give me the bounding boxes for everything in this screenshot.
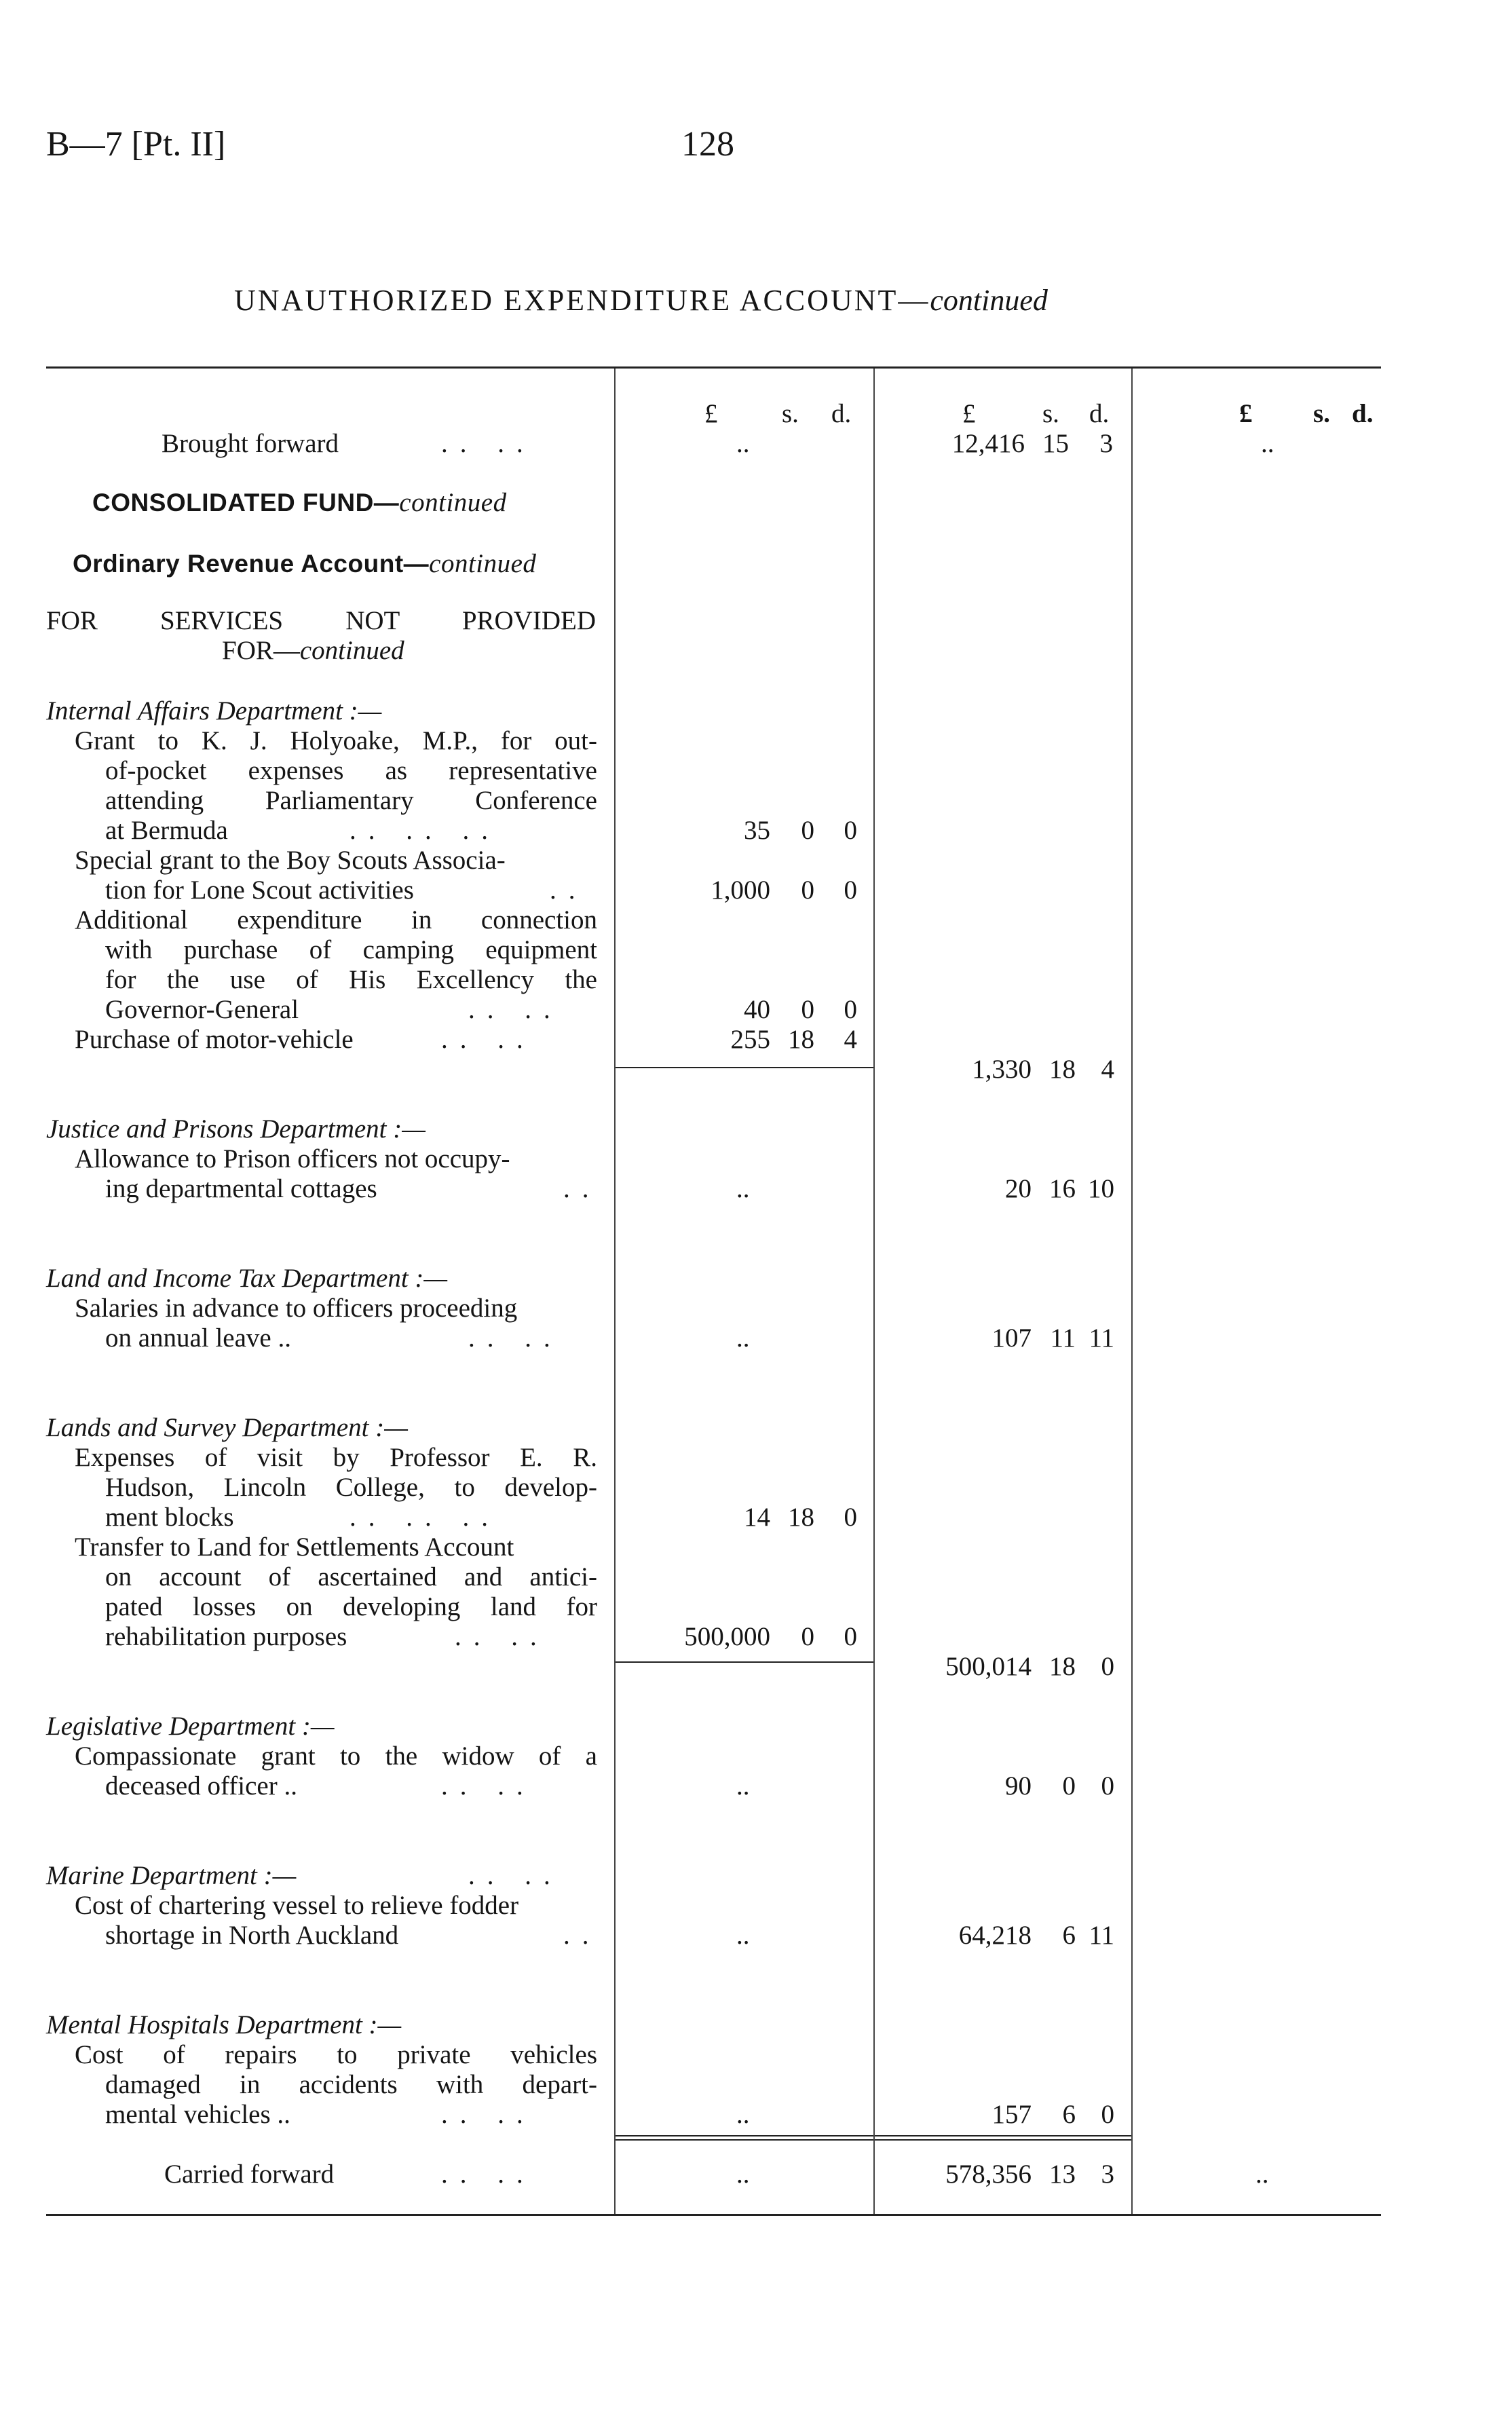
mental-hospitals-total-pence: 0 <box>1101 2100 1114 2129</box>
lands-survey-item2-line4: rehabilitation purposes <box>105 1622 347 1651</box>
internal-affairs-total-pence: 4 <box>1101 1055 1114 1084</box>
internal-affairs-item3-pence: 0 <box>844 995 857 1024</box>
lands-survey-item1-shillings: 18 <box>788 1503 814 1532</box>
brought-forward-col1: .. <box>736 429 750 458</box>
col3-s-header: s. <box>1313 399 1330 428</box>
internal-affairs-item3-shillings: 0 <box>801 995 814 1024</box>
marine-dots: .. <box>563 1921 601 1950</box>
lands-survey-item1-line2: Hudson, Lincoln College, to develop- <box>105 1473 597 1502</box>
lands-survey-title: Lands and Survey Department :— <box>46 1413 408 1442</box>
internal-affairs-item1-shillings: 0 <box>801 816 814 845</box>
col2-s-header: s. <box>1042 399 1059 428</box>
lands-survey-item1-dots: .. .. .. <box>349 1503 500 1532</box>
internal-affairs-item2-pounds: 1,000 <box>711 875 770 905</box>
internal-affairs-item4-pence: 4 <box>844 1025 857 1054</box>
page-title-suffix: continued <box>930 284 1048 317</box>
total-rule-col1-b <box>616 2139 873 2141</box>
internal-affairs-item4-line1: Purchase of motor-vehicle <box>75 1025 354 1054</box>
lands-survey-item2-line3: pated losses on developing land for <box>105 1592 597 1621</box>
account-heading-suffix: continued <box>429 549 537 578</box>
services-heading-for: FOR— <box>222 636 300 665</box>
land-tax-total-pounds: 107 <box>991 1323 1032 1353</box>
col3-pound-header: £ <box>1239 399 1253 428</box>
internal-affairs-item1-pounds: 35 <box>744 816 770 845</box>
internal-affairs-item2-shillings: 0 <box>801 875 814 905</box>
justice-line2: ing departmental cottages <box>105 1174 377 1203</box>
total-rule-col1-a <box>616 2135 873 2136</box>
account-heading-main: Ordinary Revenue Account— <box>73 550 430 578</box>
justice-total-pounds: 20 <box>1005 1174 1032 1203</box>
lands-survey-item1-line3: ment blocks <box>105 1503 234 1532</box>
legislative-total-pence: 0 <box>1101 1771 1114 1801</box>
account-heading <box>73 548 536 579</box>
col2-pound-header: £ <box>962 399 976 428</box>
marine-total-pence: 11 <box>1089 1921 1114 1950</box>
lands-survey-item2-line1: Transfer to Land for Settlements Account <box>75 1532 514 1562</box>
lands-survey-item1-pence: 0 <box>844 1503 857 1532</box>
marine-title: Marine Department :— <box>46 1861 297 1890</box>
land-tax-title: Land and Income Tax Department :— <box>46 1264 448 1293</box>
col1-pound-header: £ <box>704 399 718 428</box>
marine-title-dots: .. .. <box>468 1861 563 1890</box>
carried-forward-col2-pence: 3 <box>1101 2160 1114 2189</box>
fund-heading <box>92 487 507 518</box>
lands-survey-item2-line2: on account of ascertained and antici- <box>105 1562 597 1592</box>
legislative-total-shillings: 0 <box>1062 1771 1076 1801</box>
legislative-line2: deceased officer .. <box>105 1771 297 1801</box>
subtotal-rule-internal-affairs <box>616 1067 873 1068</box>
internal-affairs-item3-line3: for the use of His Excellency the <box>105 965 597 994</box>
justice-dots: .. <box>563 1174 601 1203</box>
carried-forward-col2-pounds: 578,356 <box>945 2160 1032 2189</box>
carried-forward-dots: .. .. <box>441 2160 535 2189</box>
marine-total-pounds: 64,218 <box>958 1921 1032 1950</box>
lands-survey-item1-pounds: 14 <box>744 1503 770 1532</box>
legislative-line1: Compassionate grant to the widow of a <box>75 1741 597 1771</box>
legislative-total-pounds: 90 <box>1005 1771 1032 1801</box>
justice-total-shillings: 16 <box>1049 1174 1076 1203</box>
mental-hospitals-col1: .. <box>736 2100 750 2129</box>
brought-forward-label: Brought forward <box>162 429 339 458</box>
total-rule-col2-a <box>875 2135 1131 2136</box>
land-tax-line1: Salaries in advance to officers proceeding <box>75 1294 518 1323</box>
land-tax-col1: .. <box>736 1323 750 1353</box>
col2-d-header: d. <box>1089 399 1110 428</box>
lands-survey-item2-shillings: 0 <box>801 1622 814 1651</box>
brought-forward-col2-pence: 3 <box>1099 429 1113 458</box>
internal-affairs-item1-line1: Grant to K. J. Holyoake, M.P., for out- <box>75 726 597 755</box>
brought-forward-col2-shillings: 15 <box>1042 429 1069 458</box>
lands-survey-item1-line1: Expenses of visit by Professor E. R. <box>75 1443 597 1472</box>
col1-s-header: s. <box>782 399 799 428</box>
services-heading-line1: FOR SERVICES NOT PROVIDED <box>46 606 596 635</box>
internal-affairs-item1-pence: 0 <box>844 816 857 845</box>
internal-affairs-item4-shillings: 18 <box>788 1025 814 1054</box>
legislative-dots: .. .. <box>441 1771 535 1801</box>
mental-hospitals-line3: mental vehicles .. <box>105 2100 290 2129</box>
mental-hospitals-line1: Cost of repairs to private vehicles <box>75 2040 597 2069</box>
table-bottom-rule <box>46 2214 1381 2216</box>
lands-survey-item2-pence: 0 <box>844 1622 857 1651</box>
col3-d-header: d. <box>1352 399 1374 428</box>
mental-hospitals-title: Mental Hospitals Department :— <box>46 2010 402 2039</box>
lands-survey-total-shillings: 18 <box>1049 1652 1076 1681</box>
services-heading-line2 <box>222 636 404 666</box>
brought-forward-col3: .. <box>1261 429 1274 458</box>
land-tax-line2: on annual leave .. <box>105 1323 291 1353</box>
legislative-col1: .. <box>736 1771 750 1801</box>
carried-forward-col2-shillings: 13 <box>1049 2160 1076 2189</box>
mental-hospitals-total-pounds: 157 <box>991 2100 1032 2129</box>
internal-affairs-item3-line2: with purchase of camping equipment <box>105 935 597 964</box>
lands-survey-item2-pounds: 500,000 <box>684 1622 770 1651</box>
brought-forward-col2-pounds: 12,416 <box>951 429 1025 458</box>
land-tax-total-pence: 11 <box>1089 1323 1114 1353</box>
internal-affairs-title: Internal Affairs Department :— <box>46 696 382 726</box>
col1-d-header: d. <box>831 399 852 428</box>
internal-affairs-item1-line2: of-pocket expenses as representative <box>105 756 597 785</box>
internal-affairs-item1-line3: attending Parliamentary Conference <box>105 786 597 815</box>
page-title <box>234 283 1048 318</box>
column-divider-3 <box>1131 369 1133 2215</box>
marine-total-shillings: 6 <box>1062 1921 1076 1950</box>
mental-hospitals-line2: damaged in accidents with depart- <box>105 2070 597 2099</box>
column-divider-1 <box>614 369 616 2215</box>
carried-forward-label: Carried forward <box>164 2160 335 2189</box>
subtotal-rule-lands-survey <box>616 1661 873 1663</box>
justice-line1: Allowance to Prison officers not occupy- <box>75 1144 510 1173</box>
carried-forward-col1: .. <box>736 2160 750 2189</box>
marine-line1: Cost of chartering vessel to relieve fodder <box>75 1891 519 1920</box>
fund-heading-suffix: continued <box>399 488 507 517</box>
fund-heading-main: CONSOLIDATED FUND— <box>92 489 400 516</box>
carried-forward-col3: .. <box>1255 2160 1269 2189</box>
internal-affairs-item1-dots: .. .. .. <box>349 816 500 845</box>
internal-affairs-item4-dots: .. .. <box>441 1025 535 1054</box>
internal-affairs-item2-line1: Special grant to the Boy Scouts Associa- <box>75 846 506 875</box>
justice-total-pence: 10 <box>1088 1174 1114 1203</box>
services-heading-suffix: continued <box>299 636 404 665</box>
lands-survey-item2-dots: .. .. <box>455 1622 549 1651</box>
land-tax-dots: .. .. <box>468 1323 563 1353</box>
marine-line2: shortage in North Auckland <box>105 1921 399 1950</box>
justice-title: Justice and Prisons Department :— <box>46 1114 426 1144</box>
internal-affairs-item4-pounds: 255 <box>730 1025 770 1054</box>
mental-hospitals-total-shillings: 6 <box>1062 2100 1076 2129</box>
internal-affairs-item1-line4: at Bermuda <box>105 816 228 845</box>
page-number: 128 <box>681 125 734 164</box>
justice-col1: .. <box>736 1174 750 1203</box>
page-reference: B—7 [Pt. II] <box>46 125 226 164</box>
legislative-title: Legislative Department :— <box>46 1712 335 1741</box>
internal-affairs-item3-line4: Governor-General <box>105 995 299 1024</box>
lands-survey-total-pence: 0 <box>1101 1652 1114 1681</box>
internal-affairs-item3-pounds: 40 <box>744 995 770 1024</box>
internal-affairs-total-shillings: 18 <box>1049 1055 1076 1084</box>
marine-col1: .. <box>736 1921 750 1950</box>
table-top-rule <box>46 366 1381 369</box>
land-tax-total-shillings: 11 <box>1050 1323 1076 1353</box>
internal-affairs-item2-dots: .. <box>550 875 588 905</box>
column-divider-2 <box>873 369 875 2215</box>
internal-affairs-item2-line2: tion for Lone Scout activities <box>105 875 414 905</box>
internal-affairs-item2-pence: 0 <box>844 875 857 905</box>
lands-survey-total-pounds: 500,014 <box>945 1652 1032 1681</box>
internal-affairs-item3-line1: Additional expenditure in connection <box>75 905 597 935</box>
mental-hospitals-dots: .. .. <box>441 2100 535 2129</box>
total-rule-col2-b <box>875 2139 1131 2141</box>
internal-affairs-total-pounds: 1,330 <box>972 1055 1032 1084</box>
page-title-main: UNAUTHORIZED EXPENDITURE ACCOUNT— <box>234 284 930 317</box>
brought-forward-dots: .. .. <box>441 429 535 458</box>
internal-affairs-item3-dots: .. .. <box>468 995 563 1024</box>
